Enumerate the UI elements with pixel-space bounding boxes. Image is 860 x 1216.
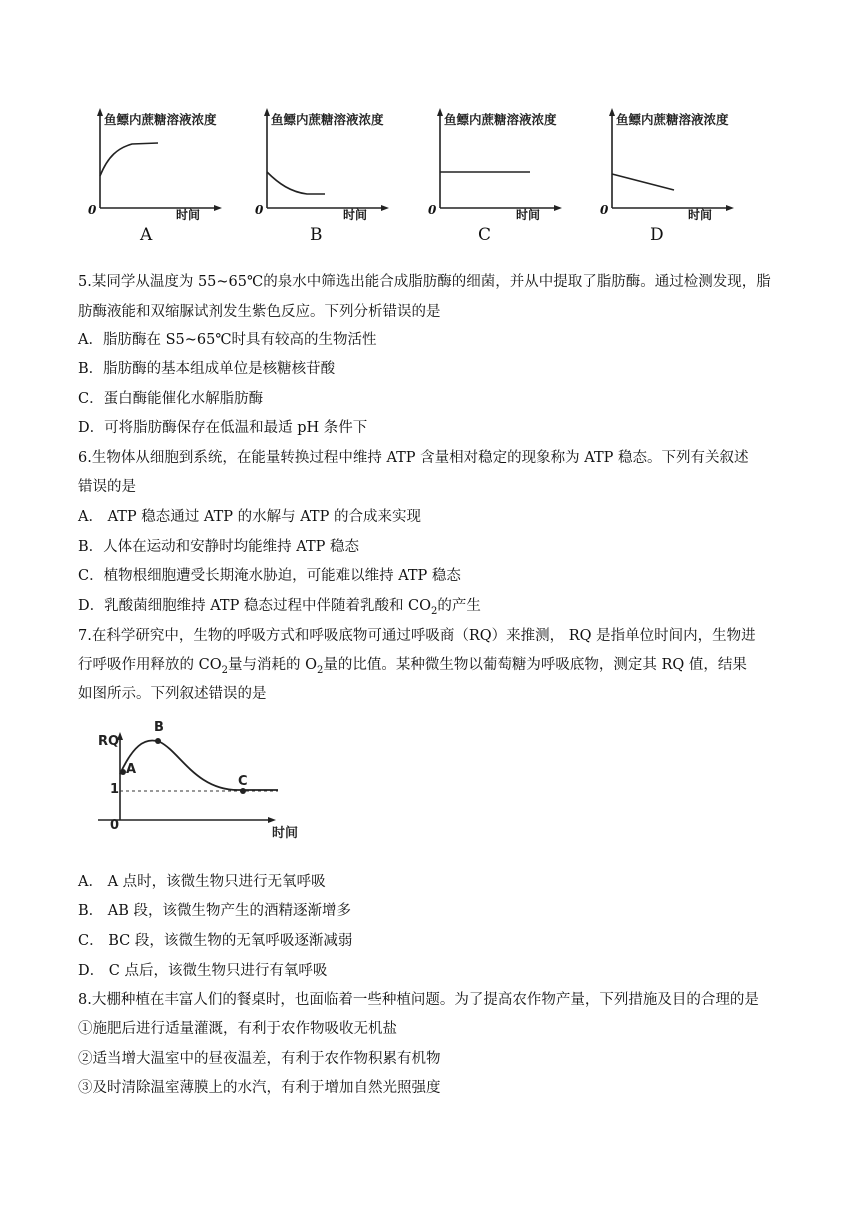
graph-c-origin: 0 xyxy=(428,203,437,217)
graph-d xyxy=(600,100,760,250)
graph-d-origin: 0 xyxy=(600,203,609,217)
graph-b-xlabel: 时间 xyxy=(343,208,368,222)
q5-option-b: B．脂肪酶的基本组成单位是核糖核苷酸 xyxy=(78,361,336,377)
q5-option-a: A．脂肪酶在 S5~65℃时具有较高的生物活性 xyxy=(78,332,377,348)
q5-option-d: D．可将脂肪酶保存在低温和最适 pH 条件下 xyxy=(78,420,368,436)
q5-option-c: C．蛋白酶能催化水解脂肪酶 xyxy=(78,391,264,407)
q8-option-3: ③及时清除温室薄膜上的水汽，有利于增加自然光照强度 xyxy=(78,1080,441,1096)
q7-stem2-tail: 量的比值。某种微生物以葡萄糖为呼吸底物，测定其 RQ 值，结果 xyxy=(323,657,747,673)
graph-b-ylabel: 鱼鳔内蔗糖溶液浓度 xyxy=(271,112,384,127)
rq-ylabel: RQ xyxy=(98,734,120,749)
graph-b-curve xyxy=(267,172,325,194)
q7-option-c: C． BC 段，该微生物的无氧呼吸逐渐减弱 xyxy=(78,933,353,949)
q8-option-1: ①施肥后进行适量灌溉，有利于农作物吸收无机盐 xyxy=(78,1021,397,1037)
graph-d-letter: D xyxy=(650,225,664,245)
q6-stem-line2: 错误的是 xyxy=(78,479,136,495)
q6-option-d-sub: 2 xyxy=(431,605,438,617)
graph-a-ylabel: 鱼鳔内蔗糖溶液浓度 xyxy=(104,112,217,127)
q8-stem: 8.大棚种植在丰富人们的餐桌时，也面临着一些种植问题。为了提高农作物产量，下列措施及目的合理的是 xyxy=(78,992,759,1008)
q6-option-b: B．人体在运动和安静时均能维持 ATP 稳态 xyxy=(78,539,359,555)
q7-stem2-mid: 量与消耗的 O xyxy=(227,657,317,673)
q6-option-c: C．植物根细胞遭受长期淹水胁迫，可能难以维持 ATP 稳态 xyxy=(78,568,461,584)
graph-c-ylabel: 鱼鳔内蔗糖溶液浓度 xyxy=(444,112,557,127)
q6-option-a: A． ATP 稳态通过 ATP 的水解与 ATP 的合成来实现 xyxy=(78,509,421,525)
graph-c-xlabel: 时间 xyxy=(516,208,541,222)
graph-a-xlabel: 时间 xyxy=(176,208,201,222)
graph-c-letter: C xyxy=(478,225,492,245)
graph-d-ylabel: 鱼鳔内蔗糖溶液浓度 xyxy=(616,112,729,127)
q7-option-a: A． A 点时，该微生物只进行无氧呼吸 xyxy=(78,874,326,890)
rq-origin: 0 xyxy=(110,818,120,833)
graph-d-curve xyxy=(612,174,674,190)
graph-c xyxy=(428,100,588,250)
q7-option-d: D． C 点后，该微生物只进行有氧呼吸 xyxy=(78,963,328,979)
q7-stem2-text: 行呼吸作用释放的 CO xyxy=(78,657,222,673)
graph-b-letter: B xyxy=(310,225,323,245)
q8-option-2: ②适当增大温室中的昼夜温差，有利于农作物积累有机物 xyxy=(78,1051,441,1067)
rq-label-b: B xyxy=(154,720,164,735)
q5-stem-line1: 5.某同学从温度为 55~65℃的泉水中筛选出能合成脂肪酶的细菌，并从中提取了脂肪酶。通过检测发现，脂 xyxy=(78,274,771,290)
rq-label-c: C xyxy=(238,774,248,789)
graph-d-xlabel: 时间 xyxy=(688,208,713,222)
rq-one-label: 1 xyxy=(110,782,120,797)
q7-stem-line3: 如图所示。下列叙述错误的是 xyxy=(78,686,267,702)
rq-curve xyxy=(120,740,278,790)
q7-stem2-sub1: 2 xyxy=(221,664,228,676)
q7-option-b: B． AB 段，该微生物产生的酒精逐渐增多 xyxy=(78,903,351,919)
q6-stem-line1: 6.生物体从细胞到系统，在能量转换过程中维持 ATP 含量相对稳定的现象称为 ATP 稳态。下列有关叙述 xyxy=(78,450,749,466)
rq-label-a: A xyxy=(126,762,137,777)
rq-point-b xyxy=(155,738,161,744)
graph-a-letter: A xyxy=(140,225,153,245)
q7-stem-line1: 7.在科学研究中，生物的呼吸方式和呼吸底物可通过呼吸商（RQ）来推测， RQ 是指单位时间内，生物进 xyxy=(78,628,756,644)
graph-a-origin: 0 xyxy=(88,203,97,217)
q7-stem-line2 xyxy=(78,655,790,681)
graph-b xyxy=(255,100,415,250)
graph-a xyxy=(88,100,248,250)
q5-stem-line2: 肪酶液能和双缩脲试剂发生紫色反应。下列分析错误的是 xyxy=(78,304,441,320)
q6-option-d-text: D．乳酸菌细胞维持 ATP 稳态过程中伴随着乳酸和 CO xyxy=(78,598,432,614)
rq-xlabel: 时间 xyxy=(272,826,299,841)
q7-stem2-sub2: 2 xyxy=(316,664,324,676)
concentration-graphs xyxy=(0,100,860,260)
rq-chart xyxy=(88,712,328,852)
q6-option-d-tail: 的产生 xyxy=(437,598,481,614)
graph-a-curve xyxy=(100,143,158,176)
q6-option-d xyxy=(78,596,790,622)
graph-b-origin: 0 xyxy=(255,203,264,217)
